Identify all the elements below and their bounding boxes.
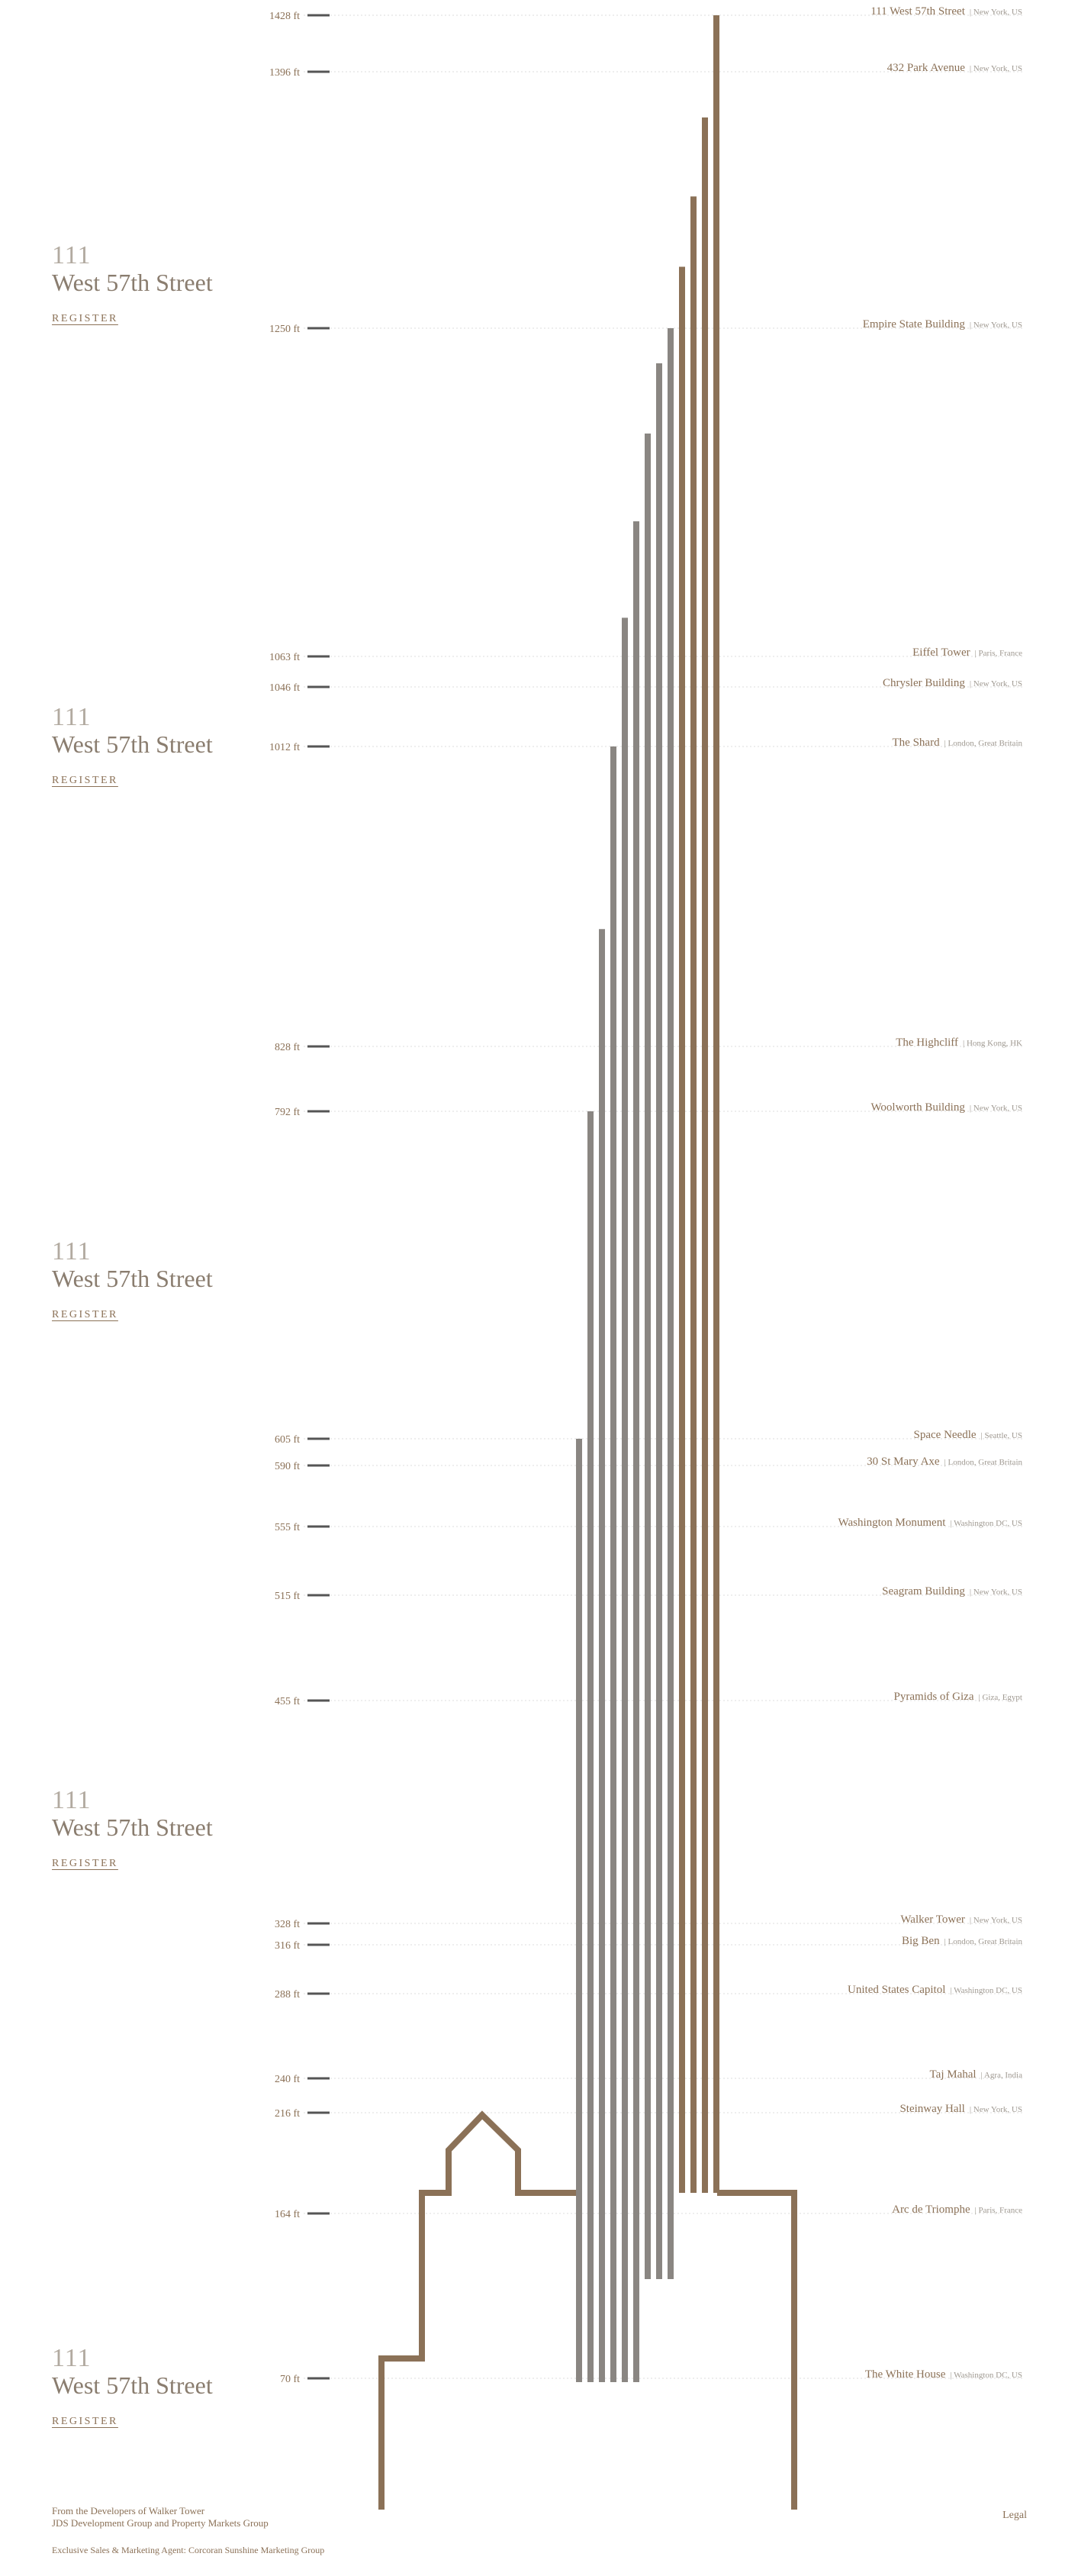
height-label: 1250 ft: [269, 324, 300, 335]
landmark-label: [883, 677, 1022, 689]
landmark-name: 111 West 57th Street: [870, 5, 965, 18]
landmark-name: Washington Monument: [838, 1517, 946, 1529]
landmark-name: Walker Tower: [900, 1913, 965, 1926]
landmark-label: [848, 1984, 1022, 1996]
brand-number: 111: [52, 2344, 92, 2372]
landmark-label: [870, 5, 1022, 18]
landmark-label: [930, 2068, 1023, 2081]
landmark-location: | London, Great Britain: [944, 739, 1022, 748]
landmark-name: The White House: [864, 2368, 946, 2381]
landmark-location: | Seattle, US: [980, 1431, 1022, 1440]
landmark-name: Taj Mahal: [929, 2068, 977, 2081]
landmark-location: | Paris, France: [974, 2206, 1022, 2215]
brand-street: West 57th Street: [52, 269, 213, 296]
landmark-location: | New York, US: [969, 679, 1022, 688]
silhouette-right: [720, 2193, 794, 2510]
landmark-label: [865, 2368, 1022, 2381]
height-label: 1046 ft: [269, 682, 300, 694]
landmark-name: Space Needle: [913, 1429, 977, 1441]
legal-link[interactable]: Legal: [1002, 2510, 1027, 2521]
height-label: 828 ft: [274, 1042, 300, 1053]
brand-number: 111: [52, 1786, 92, 1814]
landmark-location: | New York, US: [969, 8, 1022, 17]
developers-line-1: From the Developers of Walker Tower: [52, 2505, 205, 2516]
height-label: 240 ft: [274, 2074, 300, 2085]
landmark-name: Pyramids of Giza: [893, 1691, 974, 1703]
landmark-location: | Giza, Egypt: [978, 1693, 1022, 1702]
height-label: 1012 ft: [269, 742, 300, 753]
landmark-name: Big Ben: [902, 1935, 940, 1947]
landmark-label: [893, 737, 1023, 749]
landmark-label: [900, 1913, 1022, 1926]
landmark-location: | New York, US: [969, 1588, 1022, 1597]
brand-block: [52, 704, 250, 787]
landmark-location: | New York, US: [969, 2105, 1022, 2114]
landmark-location: | London, Great Britain: [944, 1458, 1022, 1467]
height-label: 288 ft: [274, 1989, 300, 2001]
brand-block: [52, 243, 250, 325]
landmark-name: Seagram Building: [882, 1585, 965, 1598]
landmark-label: [912, 646, 1022, 659]
height-label: 455 ft: [274, 1696, 300, 1707]
landmark-row: [269, 5, 1022, 22]
landmark-location: | Paris, France: [974, 649, 1022, 658]
landmark-name: United States Capitol: [848, 1984, 946, 1996]
sales-agent-line: Exclusive Sales & Marketing Agent: Corcoran Sunshine Marketing Group: [52, 2545, 325, 2555]
brand-block: [52, 1788, 250, 1870]
height-label: 216 ft: [274, 2108, 300, 2120]
register-link[interactable]: REGISTER: [52, 313, 118, 324]
landmark-name: Eiffel Tower: [912, 646, 970, 659]
brand-street: West 57th Street: [52, 1814, 213, 1841]
brand-block: [52, 2345, 250, 2428]
landmark-label: [892, 2204, 1022, 2216]
landmark-location: | Washington DC, US: [950, 1519, 1022, 1528]
landmark-location: | New York, US: [969, 1104, 1022, 1113]
register-link[interactable]: REGISTER: [52, 775, 118, 786]
landmark-label: [899, 2103, 1022, 2115]
register-link[interactable]: REGISTER: [52, 2416, 118, 2427]
brand-street: West 57th Street: [52, 2371, 213, 2399]
landmark-label: [882, 1585, 1022, 1598]
height-label: 70 ft: [279, 2374, 300, 2385]
brand-number: 111: [52, 241, 92, 269]
landmark-location: | Agra, India: [980, 2071, 1022, 2080]
landmark-label: [838, 1517, 1023, 1529]
register-link[interactable]: REGISTER: [52, 1858, 118, 1869]
silhouette-left: [381, 2115, 578, 2510]
brand-street: West 57th Street: [52, 1265, 213, 1292]
height-label: 1428 ft: [269, 11, 300, 22]
landmark-location: | London, Great Britain: [944, 1937, 1022, 1946]
landmark-location: | Washington DC, US: [950, 2371, 1022, 2380]
landmark-name: The Shard: [892, 737, 940, 749]
brand-block: [52, 1239, 250, 1321]
landmark-location: | New York, US: [969, 321, 1022, 330]
landmark-name: Woolworth Building: [870, 1101, 965, 1114]
landmark-label: [894, 1691, 1022, 1703]
landmark-row: [280, 2368, 1022, 2385]
height-label: 1396 ft: [269, 67, 300, 79]
landmark-label: [887, 62, 1022, 74]
height-label: 316 ft: [274, 1940, 300, 1952]
landmark-name: Steinway Hall: [899, 2103, 965, 2115]
landmark-location: | Hong Kong, HK: [963, 1039, 1022, 1048]
landmark-label: [914, 1429, 1023, 1441]
landmark-name: The Highcliff: [896, 1037, 959, 1049]
register-link[interactable]: REGISTER: [52, 1309, 118, 1320]
landmark-location: | New York, US: [969, 64, 1022, 73]
brand-number: 111: [52, 703, 92, 731]
height-label: 164 ft: [274, 2209, 300, 2220]
landmark-label: [870, 1101, 1022, 1114]
brand-street: West 57th Street: [52, 730, 213, 758]
height-label: 515 ft: [274, 1591, 300, 1602]
height-label: 792 ft: [274, 1107, 300, 1118]
height-label: 1063 ft: [269, 652, 300, 663]
height-label: 605 ft: [274, 1434, 300, 1446]
landmark-row: [269, 318, 1022, 335]
height-label: 328 ft: [274, 1919, 300, 1930]
developers-line-2: JDS Development Group and Property Markets Group: [52, 2517, 269, 2529]
landmark-label: [902, 1935, 1022, 1947]
landmark-row: [269, 62, 1022, 79]
landmark-name: 30 St Mary Axe: [867, 1456, 940, 1468]
landmark-name: Arc de Triomphe: [892, 2204, 970, 2216]
landmark-location: | New York, US: [969, 1916, 1022, 1925]
landmark-name: 432 Park Avenue: [887, 62, 965, 74]
height-label: 555 ft: [274, 1522, 300, 1533]
landmark-label: [867, 1456, 1022, 1468]
height-label: 590 ft: [274, 1461, 300, 1472]
landmark-label: [863, 318, 1022, 330]
landmark-label: [896, 1037, 1022, 1049]
landmark-location: | Washington DC, US: [950, 1986, 1022, 1995]
brand-number: 111: [52, 1237, 92, 1265]
landmark-name: Chrysler Building: [882, 677, 965, 689]
landmark-name: Empire State Building: [862, 318, 965, 330]
